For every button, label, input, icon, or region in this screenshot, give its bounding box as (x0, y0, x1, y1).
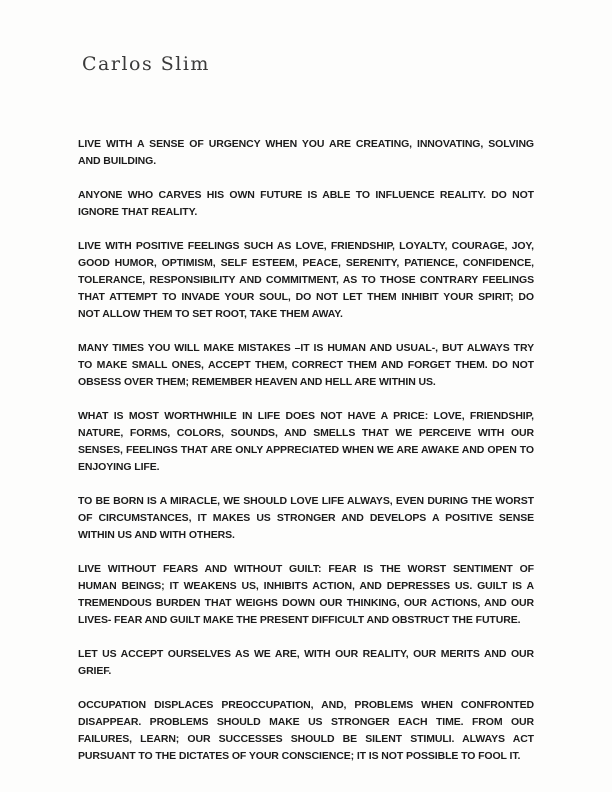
text-line: TO BE BORN IS A MIRACLE, WE SHOULD LOVE LIFE ALWAYS, EVEN DURING THE WORST (78, 495, 534, 507)
text-line: TREMENDOUS BURDEN THAT WEIGHS DOWN OUR THINKING, OUR ACTIONS, AND OUR (78, 597, 534, 609)
text-line: OF CIRCUMSTANCES, IT MAKES US STRONGER AND DEVELOPS A POSITIVE SENSE (78, 512, 534, 524)
text-line: LIVE WITH POSITIVE FEELINGS SUCH AS LOVE, FRIENDSHIP, LOYALTY, COURAGE, JOY, (78, 240, 534, 252)
paragraph (78, 238, 534, 323)
text-line: DISAPPEAR. PROBLEMS SHOULD MAKE US STRONGER EACH TIME. FROM OUR (78, 716, 534, 728)
text-line: MANY TIMES YOU WILL MAKE MISTAKES –IT IS HUMAN AND USUAL-, BUT ALWAYS TRY (78, 342, 534, 354)
text-line: GOOD HUMOR, OPTIMISM, SELF ESTEEM, PEACE, SERENITY, PATIENCE, CONFIDENCE, (78, 257, 534, 269)
text-line: OBSESS OVER THEM; REMEMBER HEAVEN AND HELL ARE WITHIN US. (78, 376, 436, 388)
text-line: HUMAN BEINGS; IT WEAKENS US, INHIBITS ACTION, AND DEPRESSES US. GUILT IS A (78, 580, 534, 592)
text-line: LIVE WITH A SENSE OF URGENCY WHEN YOU ARE CREATING, INNOVATING, SOLVING (78, 138, 534, 150)
text-line: THAT ATTEMPT TO INVADE YOUR SOUL, DO NOT LET THEM INHIBIT YOUR SPIRIT; DO (78, 291, 534, 303)
document-body (78, 136, 534, 782)
text-line: OCCUPATION DISPLACES PREOCCUPATION, AND, PROBLEMS WHEN CONFRONTED (78, 699, 534, 711)
paragraph (78, 340, 534, 391)
paragraph (78, 646, 534, 680)
text-line: LET US ACCEPT OURSELVES AS WE ARE, WITH OUR REALITY, OUR MERITS AND OUR (78, 648, 534, 660)
text-line: TOLERANCE, RESPONSIBILITY AND COMMITMENT, AS TO THOSE CONTRARY FEELINGS (78, 274, 534, 286)
text-line: IGNORE THAT REALITY. (78, 206, 198, 218)
paragraph (78, 136, 534, 170)
paragraph (78, 187, 534, 221)
signature-name: Carlos Slim (82, 53, 210, 75)
text-line: NATURE, FORMS, COLORS, SOUNDS, AND SMELLS THAT WE PERCEIVE WITH OUR (78, 427, 534, 439)
paragraph (78, 697, 534, 765)
paragraph (78, 408, 534, 476)
text-line: PURSUANT TO THE DICTATES OF YOUR CONSCIENCE; IT IS NOT POSSIBLE TO FOOL IT. (78, 750, 521, 762)
text-line: AND BUILDING. (78, 155, 157, 167)
text-line: NOT ALLOW THEM TO SET ROOT, TAKE THEM AWAY. (78, 308, 343, 320)
text-line: SENSES, FEELINGS THAT ARE ONLY APPRECIATED WHEN WE ARE AWAKE AND OPEN TO (78, 444, 534, 456)
text-line: WHAT IS MOST WORTHWHILE IN LIFE DOES NOT HAVE A PRICE: LOVE, FRIENDSHIP, (78, 410, 534, 422)
text-line: GRIEF. (78, 665, 112, 677)
paragraph (78, 493, 534, 544)
paragraph (78, 561, 534, 629)
text-line: ENJOYING LIFE. (78, 461, 160, 473)
text-line: FAILURES, LEARN; OUR SUCCESSES SHOULD BE SILENT STIMULI. ALWAYS ACT (78, 733, 534, 745)
text-line: ANYONE WHO CARVES HIS OWN FUTURE IS ABLE TO INFLUENCE REALITY. DO NOT (78, 189, 534, 201)
text-line: LIVES- FEAR AND GUILT MAKE THE PRESENT DIFFICULT AND OBSTRUCT THE FUTURE. (78, 614, 521, 626)
text-line: TO MAKE SMALL ONES, ACCEPT THEM, CORRECT THEM AND FORGET THEM. DO NOT (78, 359, 534, 371)
text-line: LIVE WITHOUT FEARS AND WITHOUT GUILT: FEAR IS THE WORST SENTIMENT OF (78, 563, 534, 575)
text-line: WITHIN US AND WITH OTHERS. (78, 529, 235, 541)
